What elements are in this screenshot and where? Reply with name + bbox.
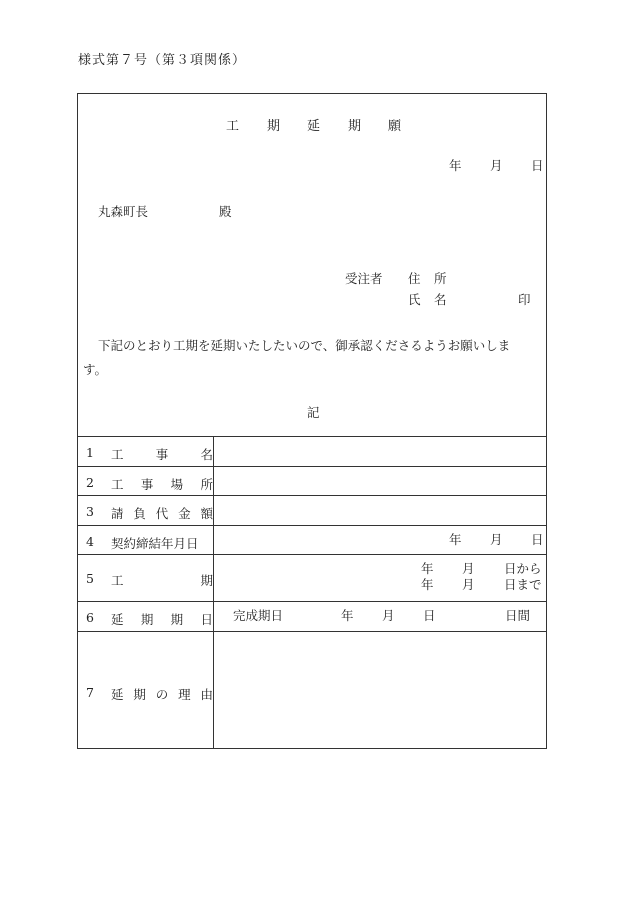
addressee-honorific: 殿: [219, 204, 232, 219]
period-from-month: 月: [462, 561, 475, 576]
row-divider: [78, 525, 546, 526]
row-divider: [78, 495, 546, 496]
row-divider: [78, 601, 546, 602]
table-top-border: [78, 436, 546, 437]
extension-days: 日間: [505, 608, 531, 623]
completion-month: 月: [382, 608, 395, 623]
column-divider: [213, 436, 214, 748]
ki-heading: 記: [307, 405, 320, 420]
applicant-role: 受注者: [345, 271, 383, 286]
row-divider: [78, 466, 546, 467]
date-day: 日: [531, 158, 544, 173]
contract-date-month: 月: [490, 532, 503, 547]
period-to-year: 年: [421, 577, 434, 592]
completion-year: 年: [341, 608, 354, 623]
seal-mark: 印: [518, 292, 531, 307]
date-year: 年: [449, 158, 462, 173]
contract-date-day: 日: [531, 532, 544, 547]
application-form: 工 期 延 期 願 年 月 日 丸森町長 殿 受注者 住 所 氏 名 印 下記のとおり工期を延期いたしたいので、御承認くださるようお願いしま す。 記 1 工 事 名 2 工 事 場 所 3 請 負 代 金 額 4 契約締結年月日 年 月 日 5 工 期 年 月 日から 年 月 日まで 6 延 期 期 日 完成期日 年 月 日 日間 7 延 期 の 理 由: [77, 93, 547, 749]
contract-date-year: 年: [449, 532, 462, 547]
period-from-day: 日から: [504, 561, 542, 576]
date-month: 月: [490, 158, 503, 173]
period-to-day: 日まで: [504, 577, 542, 592]
addressee-name: 丸森町長: [98, 204, 149, 219]
row-divider: [78, 631, 546, 632]
completion-date-label: 完成期日: [233, 608, 284, 623]
period-from-year: 年: [421, 561, 434, 576]
row-divider: [78, 554, 546, 555]
completion-day: 日: [423, 608, 436, 623]
period-to-month: 月: [462, 577, 475, 592]
form-number-label: 様式第７号（第３項関係）: [78, 53, 247, 68]
